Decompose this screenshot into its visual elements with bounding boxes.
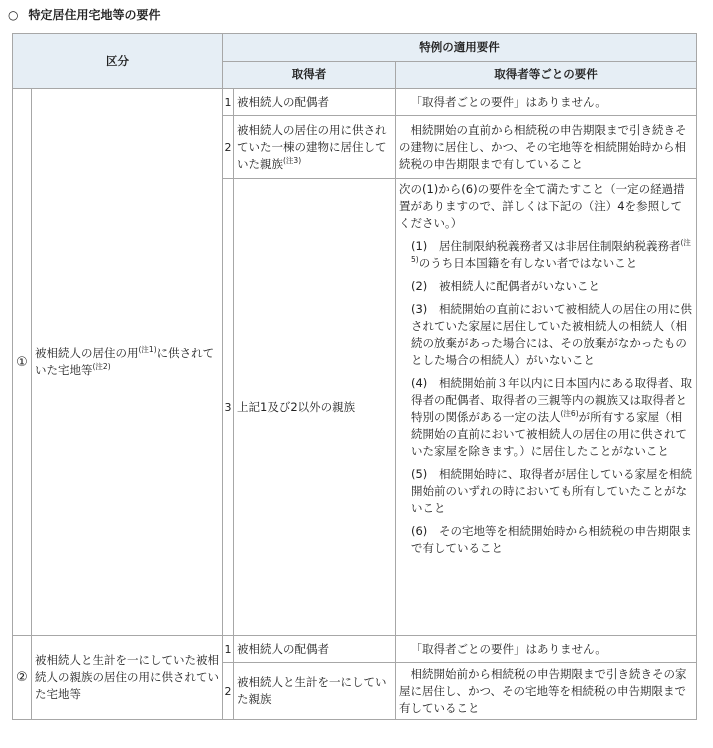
group2-mark: ②	[13, 636, 32, 720]
header-category: 区分	[13, 34, 223, 89]
requirement-lead: 次の(1)から(6)の要件を全て満たすこと（一定の経過措置がありますので、詳しくは下記の（注）4を参照してください。）	[399, 182, 685, 230]
note-ref: (注1)	[138, 345, 157, 355]
group1-mark: ①	[13, 89, 32, 636]
list-item: (4) 相続開始前３年以内に日本国内にある取得者、取得者の配偶者、取得者の三親等内の親族又は取得者と特別の関係がある一定の法人$^{(注6)}$が所有する家屋（相続開始の直前において被相続人の居住の用に供されていた家屋を除きます。）に居住したことがないこと	[411, 376, 692, 458]
row-number: 2	[223, 116, 234, 179]
row-number: 3	[223, 179, 234, 636]
section-title: 特定居住用宅地等の要件	[28, 8, 161, 22]
section-heading	[8, 6, 161, 23]
group2-label: 被相続人と生計を一にしていた被相続人の親族の居住の用に供されていた宅地等	[32, 636, 223, 720]
list-item: (2) 被相続人に配偶者がいないこと	[411, 279, 600, 293]
header-acquirer-requirements: 取得者等ごとの要件	[396, 61, 697, 89]
acquirer-cell: 被相続人の配偶者	[234, 636, 396, 663]
requirements-table	[12, 33, 697, 720]
row-number: 1	[223, 89, 234, 116]
note-ref: (注2)	[92, 362, 111, 372]
acquirer-cell: 被相続人の配偶者	[234, 89, 396, 116]
note-ref: (注3)	[283, 155, 302, 165]
header-acquirer: 取得者	[223, 61, 396, 89]
header-row-1	[13, 34, 697, 62]
note-ref: (注5)	[411, 238, 691, 265]
row-number: 2	[223, 663, 234, 720]
requirement-cell: 相続開始前から相続税の申告期限まで引き続きその家屋に居住し、かつ、その宅地等を相続税の申告期限まで有していること	[396, 663, 697, 720]
table-row	[13, 636, 697, 663]
row-number: 1	[223, 636, 234, 663]
list-item: (5) 相続開始時に、取得者が居住している家屋を相続開始前のいずれの時においても所有していたことがないこと	[411, 467, 692, 515]
requirement-cell	[396, 179, 697, 636]
requirement-cell: 「取得者ごとの要件」はありません。	[396, 636, 697, 663]
note-ref: (注6)	[560, 409, 579, 419]
acquirer-cell: 上記1及び2以外の親族	[234, 179, 396, 636]
list-item: (6) その宅地等を相続開始時から相続税の申告期限まで有していること	[411, 524, 692, 555]
group1-label: 被相続人の居住の用$^{(注1)}$に供されていた宅地等$^{(注2)}$	[32, 89, 223, 636]
requirement-cell: 相続開始の直前から相続税の申告期限まで引き続きその建物に居住し、かつ、その宅地等を相続開始時から相続税の申告期限まで有していること	[396, 116, 697, 179]
acquirer-cell: 被相続人の居住の用に供されていた一棟の建物に居住していた親族$^{(注3)}$	[234, 116, 396, 179]
acquirer-cell: 被相続人と生計を一にしていた親族	[234, 663, 396, 720]
header-requirements: 特例の適用要件	[223, 34, 697, 62]
table-row	[13, 89, 697, 116]
bullet-circle-icon: ○	[8, 8, 19, 22]
list-item: (3) 相続開始の直前において被相続人の居住の用に供されていた家屋に居住していた被相続人の相続人（相続の放棄があった場合には、その放棄がなかったものとした場合の相続人）がいないこと	[411, 302, 692, 367]
list-item: (1) 居住制限納税義務者又は非居住制限納税義務者$^{(注5)}$のうち日本国籍を有しない者ではないこと	[411, 238, 691, 270]
requirement-cell: 「取得者ごとの要件」はありません。	[396, 89, 697, 116]
